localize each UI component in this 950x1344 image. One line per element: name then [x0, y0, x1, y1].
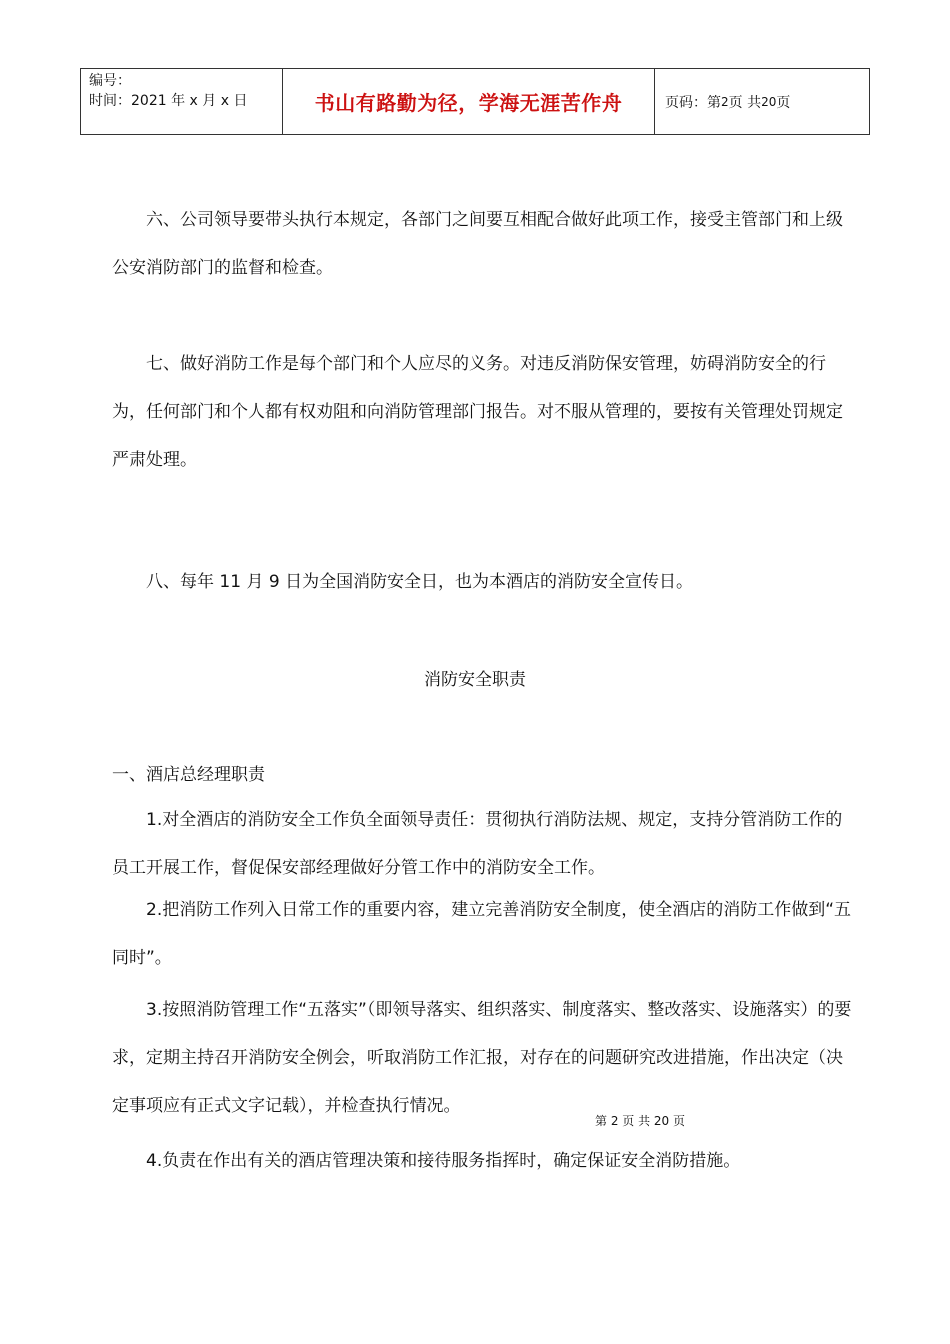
- duty-item: 1.对全酒店的消防安全工作负全面领导责任：贯彻执行消防法规、规定，支持分管消防工作的员工开展工作，督促保安部经理做好分管工作中的消防安全工作。: [112, 810, 843, 878]
- page-end: 页: [776, 94, 791, 111]
- header-motto: 书山有路勤为径，学海无涯苦作舟: [283, 69, 655, 134]
- paragraph-6: 六、公司领导要带头执行本规定，各部门之间要互相配合做好此项工作，接受主管部门和上级公安消防部门的监督和检查。: [112, 210, 843, 278]
- subsection-title: 一、酒店总经理职责: [112, 765, 265, 785]
- number-label: 编号：: [89, 73, 131, 89]
- page-label: 页码：第: [665, 94, 721, 111]
- header-meta: [81, 69, 283, 134]
- section-title: 消防安全职责: [424, 670, 526, 690]
- page-number: 2: [721, 94, 729, 109]
- duty-item: 4.负责在作出有关的酒店管理决策和接待服务指挥时，确定保证安全消防措施。: [146, 1151, 741, 1171]
- duty-item: 2.把消防工作列入日常工作的重要内容，建立完善消防安全制度，使全酒店的消防工作做到“五同时”。: [112, 900, 852, 968]
- duty-item: 3.按照消防管理工作“五落实”（即领导落实、组织落实、制度落实、整改落实、设施落实）的要求，定期主持召开消防安全例会，听取消防工作汇报，对存在的问题研究改进措施，作出决定（决定事项应有正式文字记载），并检查执行情况。: [112, 1000, 852, 1116]
- header-page-info: [655, 69, 869, 134]
- time-label: 时间：: [89, 93, 131, 109]
- time-value: 2021 年 x 月 x 日: [131, 93, 248, 109]
- paragraph-8: 八、每年 11 月 9 日为全国消防安全日，也为本酒店的消防安全宣传日。: [146, 572, 694, 592]
- page-total: 20: [761, 94, 777, 109]
- page-mid: 页 共: [728, 94, 762, 111]
- paragraph-7: 七、做好消防工作是每个部门和个人应尽的义务。对违反消防保安管理，妨碍消防安全的行为，任何部门和个人都有权劝阻和向消防管理部门报告。对不服从管理的，要按有关管理处罚规定严肃处理。: [112, 354, 843, 470]
- footer-page-number: 第 2 页 共 20 页: [595, 1114, 685, 1128]
- document-header: [80, 68, 870, 135]
- time-line: [89, 91, 282, 111]
